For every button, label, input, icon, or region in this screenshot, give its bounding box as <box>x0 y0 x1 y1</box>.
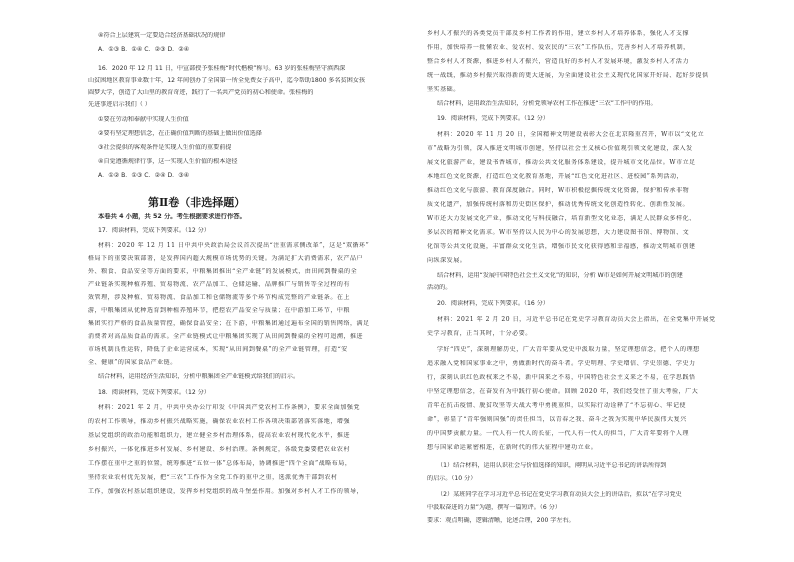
q17-question: 结合材料，运用经济生活知识，分析中粮集团全产业链模式给我们的启示。 <box>98 373 300 380</box>
q19-material-line: W市还大力发展文化产业，推动文化与科技融合，培育新型文化业态，满足人民群众多样化、 <box>427 215 696 222</box>
q20-material-line: 学好“四史”，深刻理解历史，广大青年要从党史中汲取力量，坚定理想信念，把个人的理想 <box>437 346 700 353</box>
q17-material-line: 效管理，涉及种植、贸易物流、食品加工和仓储物流等多个环节构成完整的产业链条。在上 <box>88 294 351 301</box>
q20-material-line: 的中国梦贡献力量。一代人有一代人的长征，一代人有一代人的担当，广大青年要将个人理 <box>427 430 690 437</box>
q19-question-cont: 活动的。 <box>427 284 452 291</box>
q19-question: 结合材料，运用“发展中国特色社会主义文化”的知识，分析 W市是如何开展文明城市的创建 <box>437 272 683 279</box>
q18-material-line: 乡村人才振兴的各类党员干部及乡村工作者的作用，建立乡村人才培养体系，强化人才支撑 <box>427 30 690 37</box>
q20-requirement: 要求：观点明确，逻辑清晰，论述合理，200 字左右。 <box>427 517 575 524</box>
q18-material-line: 基层党组织的政治功能和组织力，建立健全乡村治理体系，提高农业农村现代化水平，推进 <box>88 432 351 439</box>
q17-material-line: 全、健康”的国家食品产业链。 <box>88 359 177 366</box>
q18-material-line: 乡村振兴，一体化推进乡村发展、乡村建设、乡村治理。条例规定，各级党委要把农业农村 <box>88 446 351 453</box>
q20-material-line: 中坚定理想信念，在奋发有为中践行初心使命。回顾 2020 年，我们经受住了重大考验，广大 <box>427 388 699 395</box>
q18-material-line: 坚实基础。 <box>427 86 460 93</box>
q19-material-line: 材料：2020 年 11 月 20 日，全国精神文明建设表彰大会在北京隆重召开，W市以“文化立 <box>437 131 705 138</box>
q20-material-line: 想与国家命运紧密相连，在新时代的伟大征程中建功立业。 <box>427 444 598 451</box>
q17-material-line: 材料：2020 年 12 月 11 日中共中央政治局会议首次提出“注重需求侧改革”，这是“双循环” <box>98 242 370 249</box>
q17-material-line: 外、粮食、食品安全等方面的要求，中粮集团推出“全产业链”的发展模式，由田间到餐桌的全 <box>88 268 358 275</box>
q19-material-line: 多层次的精神文化需求。W市坚持以人民为中心的发展思想，大力建设图书馆、博物馆、文 <box>427 229 690 236</box>
q16-option-1: ①要在劳动和奉献中实现人生价值 <box>98 116 189 123</box>
q15-option-4: ④符合上层建筑一定要适合经济基础状况的规律 <box>98 32 226 39</box>
q20-material-line: 命”，彰显了“青年强则国强”的责任担当，以青春之我、奋斗之我为实现中华民族伟大复兴 <box>427 416 687 423</box>
q16-line: 先进事迹启示我们（ ） <box>88 101 151 108</box>
q16-line: 圆梦大学，创造了大山里的教育奇迹，践行了一名共产党员的初心和使命。张桂梅的 <box>88 89 314 96</box>
q18-material-line: 工作，加强农村基层组织建设，发挥乡村党组织的战斗堡垒作用。加强对乡村人才工作的领导， <box>88 488 364 495</box>
q18-intro: 18．阅读材料，完成下列要求。（12 分） <box>98 389 210 396</box>
q20-material-line: 行，深刻认识红色政权来之不易，新中国来之不易，中国特色社会主义来之不易，在学思践悟 <box>427 374 696 381</box>
q19-intro: 19．阅读材料，完成下列要求。（12 分） <box>437 115 549 122</box>
q17-material-line: 消费者对高品质食品的需求。全产业链模式让中粮集团实现了从田间到餐桌的全程可追溯，推进 <box>88 333 364 340</box>
q17-intro: 17．阅读材料，完成下列要求。（12 分） <box>98 227 210 234</box>
q20-subquestion-2-cont: 中汲取奋进的力量”为题，撰写一篇短评。（6 分） <box>427 504 561 511</box>
q17-material-line: 游，中粮集团从优种选育到种植养殖环节，把控农产品安全与质量；在中游加工环节，中粮 <box>88 307 351 314</box>
q16-option-3: ③社会提供的客观条件是实现人生价值的重要前提 <box>98 144 232 151</box>
section-title: 第Ⅱ卷（非选择题） <box>148 196 246 209</box>
q18-material-line: 材料：2021 年 2 月，中共中央办公厅印发《中国共产党农村工作条例》，要求全面加强党 <box>98 404 361 411</box>
q16-line: 山贫困地区教育事业数十年，12 年间创办了全国第一所全免费女子高中，迄今帮助1800 多名贫困女孩 <box>88 77 365 84</box>
q20-material-line: 材料：2021 年 2 月 20 日，习近平总书记在党史学习教育动员大会上指出，在全党集中开展党 <box>437 316 716 323</box>
q20-intro: 20．阅读材料，完成下列要求。（16 分） <box>437 300 549 307</box>
q18-material-line: 作用，加快培养一批懂农业、爱农村、爱农民的“三农”工作队伍，完善乡村人才培养机制， <box>427 44 690 51</box>
q18-material-line: 的农村工作领导，推动乡村振兴战略实施，确保农业农村工作各项决策部署落实落地，增强 <box>88 418 351 425</box>
q19-material-line: 本地红色文化资源，打造红色文化教育基地，开展“红色文化进社区、进校园”系列活动， <box>427 173 684 180</box>
q20-subquestion-2: （2）某班同学在学习习近平总书记在党史学习教育动员大会上的讲话后，拟以“在学习党史 <box>437 491 682 498</box>
q20-material-line: 追求融入党和国家事业之中，勇做新时代的奋斗者。学史明理、学史增信、学史崇德、学史力 <box>427 360 696 367</box>
q16-answer-choices: A．①② B．①③ C．②④ D．③④ <box>98 172 190 179</box>
left-column <box>88 0 404 562</box>
q20-subquestion-1: （1）结合材料，运用认识社会与价值选择的知识，阐明从习近平总书记的讲话所得到 <box>437 462 667 469</box>
q18-material-line: 整合乡村人才资源，推进乡村人才振兴，营造良好的乡村人才发展环境，激发乡村人才活力 <box>427 58 690 65</box>
q20-material-line: 史学习教育，正当其时，十分必要。 <box>427 330 532 337</box>
section-note: 本卷共 4 小题，共 52 分。考生根据要求进行作答。 <box>98 213 246 220</box>
q17-material-line: 集团实行严格的食品质量管控，确保食品安全；在下游，中粮集团通过遍布全国的销售网络，满足 <box>88 320 370 327</box>
q15-answer-choices: A．①③ B．①④ C．②③ D．②④ <box>98 46 190 53</box>
q18-question: 结合材料，运用政治生活知识，分析党领导农村工作在推进“三农”工作中的作用。 <box>437 100 657 107</box>
q19-material-line: 展文化旅游产业，建设书香城市，推动公共文化服务体系建设，提升城市文化品位。W市立足 <box>427 159 696 166</box>
q19-material-line: 向纵深发展。 <box>427 257 467 264</box>
q19-material-line: 市”战略为引领，深入推进文明城市创建，坚持以社会主义核心价值观引领文化建设，深入发 <box>427 145 693 152</box>
q20-material-line: 青年在抗击疫情、脱贫攻坚等大战大考中勇挑重担，以实际行动诠释了“不忘初心、牢记使 <box>427 402 687 409</box>
q17-material-line: 产业链条实现种植养殖、贸易物流、农产品加工、仓储运输、品牌推广与销售等全过程的有 <box>88 281 351 288</box>
q19-material-line: 推动红色文化与旅游、教育深度融合。同时，W市积极挖掘传统文化资源，保护和传承非物 <box>427 187 690 194</box>
q17-material-line: 格局下的重要决策部署，是发挥国内超大规模市场优势的关键。为满足扩大消费需求，农产品户 <box>88 255 364 262</box>
q16-option-4: ④自觉遵循规律行事，这一实现人生价值的根本途径 <box>98 158 238 165</box>
q19-material-line: 化馆等公共文化设施，丰富群众文化生活，增强市民文化获得感和幸福感，推动文明城市创建 <box>427 243 696 250</box>
right-column <box>427 0 753 562</box>
q18-material-line: 统一战线，推动乡村振兴取得新的更大进展，为全面建设社会主义现代化国家开好局、起好步提供 <box>427 72 709 79</box>
q19-material-line: 质文化遗产，加强传统村落和历史街区保护，推动优秀传统文化创造性转化、创新性发展。 <box>427 201 690 208</box>
q20-subquestion-1-cont: 的启示。（10 分） <box>427 475 477 482</box>
q16-option-2: ②要有坚定理想信念，在正确价值判断的基础上做出价值选择 <box>98 130 262 137</box>
q18-material-line: 坚持农业农村优先发展，把“三农”工作作为全党工作的重中之重，选派优秀干部到农村 <box>88 474 338 481</box>
q16-line: 16．2020 年 12 月 11 日，中宣部授予张桂梅“时代楷模”称号。63 岁的张桂梅坚守滇西深 <box>98 65 346 72</box>
q17-material-line: 市场机制良性运转，降低了企业运营成本，实现“从田间到餐桌”的全产业链管理，打造“安 <box>88 346 348 353</box>
q18-material-line: 工作摆在重中之重的位置，统筹推进“五位一体”总体布局，协调推进“四个全面”战略布局， <box>88 460 352 467</box>
